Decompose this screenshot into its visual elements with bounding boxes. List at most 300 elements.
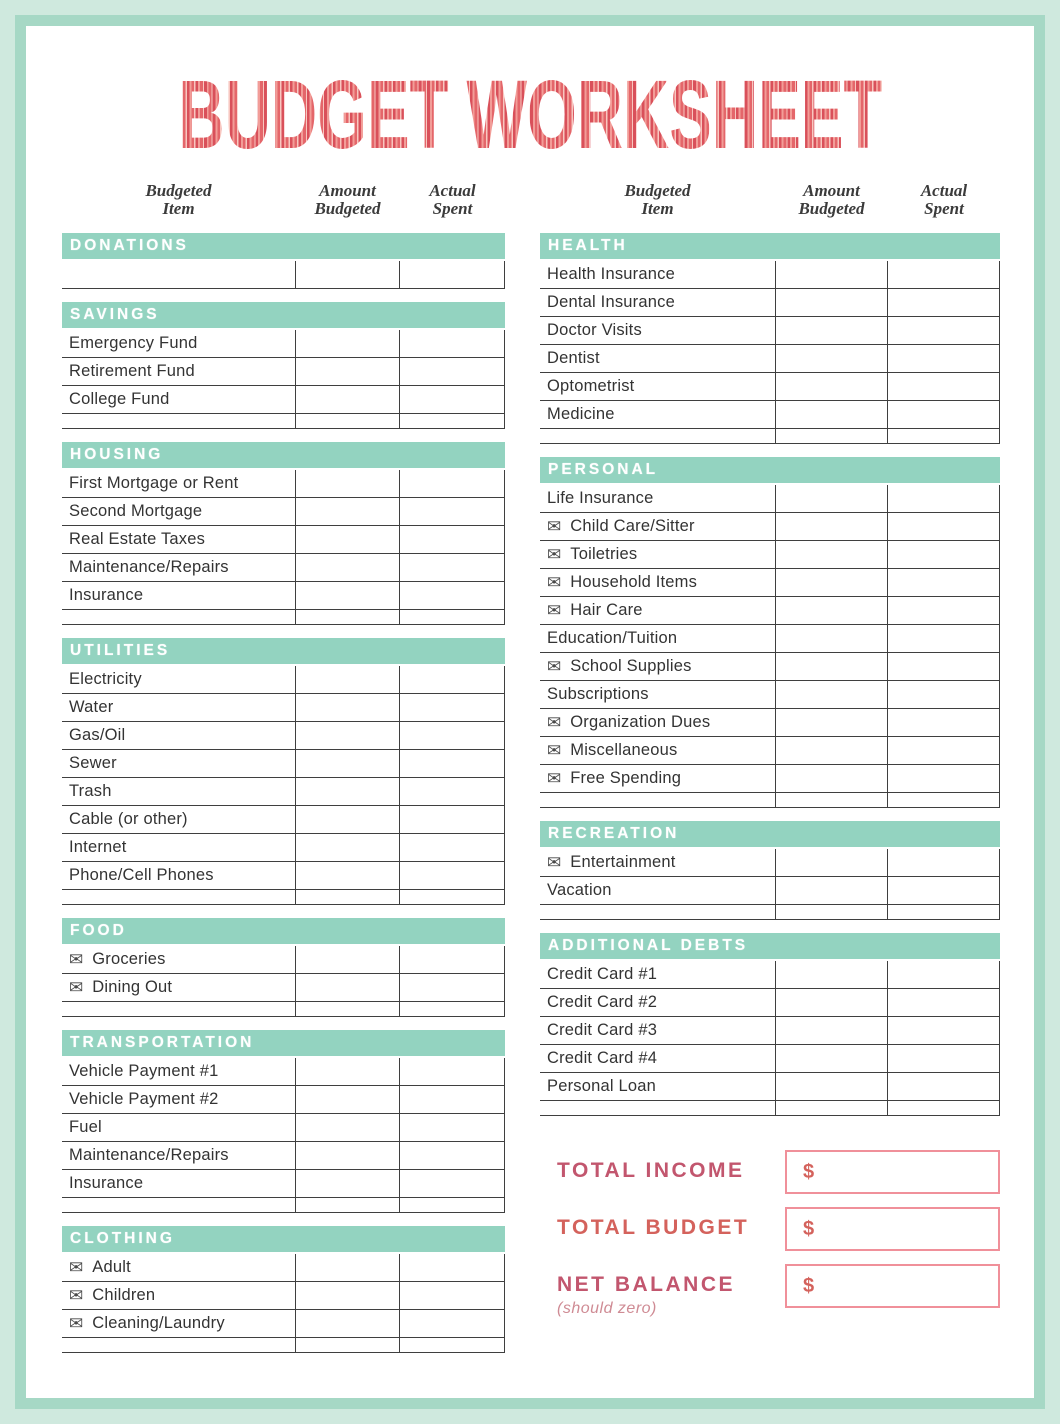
item-label: Personal Loan (547, 1077, 657, 1095)
left-budget-table (62, 233, 505, 1366)
actual-spent-cell (400, 1338, 505, 1352)
budgeted-item-cell (540, 569, 775, 596)
budgeted-item-cell (62, 261, 295, 288)
table-row (62, 1338, 505, 1353)
page-title (0, 56, 1060, 172)
amount-budgeted-cell (775, 317, 888, 344)
budgeted-item-cell (62, 834, 295, 861)
section-header-label: HOUSING (70, 446, 164, 463)
budgeted-item-cell (540, 681, 775, 708)
amount-budgeted-cell (775, 289, 888, 316)
budgeted-item-cell (540, 653, 775, 680)
budgeted-item-cell (62, 1114, 295, 1141)
amount-budgeted-cell (775, 345, 888, 372)
section-transportation (62, 1030, 505, 1213)
amount-budgeted-cell (775, 765, 888, 792)
section-additional-debts (540, 933, 1000, 1116)
budgeted-item-cell (62, 890, 295, 904)
actual-spent-cell (888, 429, 1000, 443)
table-row (62, 1002, 505, 1017)
actual-spent-cell (400, 554, 505, 581)
budgeted-item-cell (540, 849, 775, 876)
amount-budgeted-cell (775, 485, 888, 512)
amount-budgeted-cell (775, 653, 888, 680)
budgeted-item-cell (540, 709, 775, 736)
net-balance-box (785, 1264, 1000, 1308)
amount-budgeted-cell (775, 737, 888, 764)
table-row (62, 1086, 505, 1114)
budgeted-item-cell (540, 345, 775, 372)
table-row (62, 1114, 505, 1142)
table-row (540, 1045, 1000, 1073)
actual-spent-cell (888, 541, 1000, 568)
actual-spent-cell (400, 261, 505, 288)
section-personal (540, 457, 1000, 808)
item-label: Credit Card #1 (547, 965, 658, 983)
dollar-sign: $ (803, 1217, 815, 1240)
actual-spent-cell (888, 317, 1000, 344)
amount-budgeted-cell (775, 1017, 888, 1044)
actual-spent-cell (400, 1002, 505, 1016)
amount-budgeted-cell (295, 554, 400, 581)
section-savings (62, 302, 505, 429)
actual-spent-cell (400, 414, 505, 428)
item-label: Child Care/Sitter (570, 517, 695, 535)
actual-spent-cell (888, 373, 1000, 400)
item-label: Organization Dues (570, 713, 711, 731)
actual-spent-cell (888, 1101, 1000, 1115)
envelope-icon: ✉ (69, 978, 84, 997)
amount-budgeted-cell (295, 890, 400, 904)
section-header-label: DONATIONS (70, 237, 189, 254)
amount-budgeted-cell (775, 513, 888, 540)
budgeted-item-cell (62, 386, 295, 413)
section-header-label: FOOD (70, 922, 127, 939)
actual-spent-cell (888, 681, 1000, 708)
total-budget-box (785, 1207, 1000, 1251)
header-line: Item (162, 199, 195, 218)
budgeted-item-cell (540, 261, 775, 288)
table-row (540, 849, 1000, 877)
table-row (62, 974, 505, 1002)
budgeted-item-cell (62, 974, 295, 1001)
table-row (540, 345, 1000, 373)
actual-spent-cell (400, 750, 505, 777)
section-header-label: SAVINGS (70, 306, 160, 323)
actual-spent-cell (888, 401, 1000, 428)
table-row (62, 1198, 505, 1213)
table-row (62, 1310, 505, 1338)
item-label: Maintenance/Repairs (69, 558, 229, 576)
budgeted-item-cell (62, 694, 295, 721)
table-row (540, 737, 1000, 765)
actual-spent-cell (400, 498, 505, 525)
item-label: Maintenance/Repairs (69, 1146, 229, 1164)
item-label: Entertainment (570, 853, 676, 871)
actual-spent-cell (400, 722, 505, 749)
total-income-label-wrap (540, 1150, 745, 1183)
table-row (62, 261, 505, 289)
table-row (62, 694, 505, 722)
table-row (62, 358, 505, 386)
item-label: Vehicle Payment #1 (69, 1062, 219, 1080)
budgeted-item-cell (540, 541, 775, 568)
actual-spent-cell (888, 1045, 1000, 1072)
budgeted-item-cell (62, 722, 295, 749)
table-row (540, 709, 1000, 737)
actual-spent-cell (400, 974, 505, 1001)
actual-spent-cell (400, 1170, 505, 1197)
actual-spent-cell (888, 625, 1000, 652)
section-header-label: ADDITIONAL DEBTS (548, 937, 749, 954)
amount-budgeted-cell (775, 261, 888, 288)
budgeted-item-cell (62, 1086, 295, 1113)
total-budget-label-wrap (540, 1207, 749, 1240)
actual-spent-cell (400, 1114, 505, 1141)
section-header (62, 233, 505, 259)
amount-budgeted-cell (295, 1142, 400, 1169)
actual-spent-cell (888, 345, 1000, 372)
envelope-icon: ✉ (547, 573, 562, 592)
budgeted-item-cell (62, 806, 295, 833)
page-title-text: BUDGET WORKSHEET (177, 59, 883, 169)
actual-spent-cell (400, 1310, 505, 1337)
amount-budgeted-cell (295, 498, 400, 525)
actual-spent-cell (400, 1254, 505, 1281)
table-row (540, 877, 1000, 905)
actual-spent-cell (400, 330, 505, 357)
table-row (62, 1142, 505, 1170)
actual-spent-cell (888, 597, 1000, 624)
amount-budgeted-cell (295, 862, 400, 889)
section-header-label: UTILITIES (70, 642, 171, 659)
budgeted-item-cell (62, 1338, 295, 1352)
item-label: First Mortgage or Rent (69, 474, 239, 492)
budgeted-item-cell (62, 1002, 295, 1016)
table-row (62, 862, 505, 890)
amount-budgeted-cell (295, 778, 400, 805)
amount-budgeted-cell (295, 834, 400, 861)
item-label: Emergency Fund (69, 334, 198, 352)
amount-budgeted-cell (295, 261, 400, 288)
item-label: Gas/Oil (69, 726, 126, 744)
actual-spent-cell (400, 1142, 505, 1169)
item-label: Dental Insurance (547, 293, 675, 311)
budgeted-item-cell (62, 1198, 295, 1212)
actual-spent-cell (888, 1017, 1000, 1044)
amount-budgeted-cell (775, 793, 888, 807)
table-row (540, 401, 1000, 429)
header-line: Spent (432, 199, 473, 218)
total-budget-row (540, 1207, 1000, 1251)
actual-spent-cell (400, 358, 505, 385)
section-header (62, 918, 505, 944)
item-label: Cleaning/Laundry (92, 1314, 225, 1332)
budgeted-item-cell (62, 554, 295, 581)
section-header (540, 233, 1000, 259)
actual-spent-cell (400, 694, 505, 721)
table-row (62, 834, 505, 862)
envelope-icon: ✉ (547, 517, 562, 536)
column-header-amount-budgeted (295, 182, 400, 226)
net-balance-row (540, 1264, 1000, 1318)
table-row (62, 386, 505, 414)
amount-budgeted-cell (775, 877, 888, 904)
budgeted-item-cell (62, 1142, 295, 1169)
table-row (62, 526, 505, 554)
actual-spent-cell (888, 905, 1000, 919)
budgeted-item-cell (62, 610, 295, 624)
column-header-budgeted-item (540, 182, 775, 226)
item-label: Second Mortgage (69, 502, 203, 520)
budgeted-item-cell (540, 989, 775, 1016)
actual-spent-cell (400, 890, 505, 904)
item-label: Household Items (570, 573, 698, 591)
item-label: Phone/Cell Phones (69, 866, 214, 884)
table-row (540, 597, 1000, 625)
amount-budgeted-cell (295, 358, 400, 385)
actual-spent-cell (400, 1086, 505, 1113)
amount-budgeted-cell (295, 526, 400, 553)
budgeted-item-cell (62, 1170, 295, 1197)
budgeted-item-cell (62, 946, 295, 973)
amount-budgeted-cell (775, 1101, 888, 1115)
table-row (540, 289, 1000, 317)
item-label: Vehicle Payment #2 (69, 1090, 219, 1108)
right-column-headers (540, 182, 1000, 226)
section-header (540, 821, 1000, 847)
table-row (62, 414, 505, 429)
actual-spent-cell (400, 386, 505, 413)
actual-spent-cell (888, 961, 1000, 988)
actual-spent-cell (888, 877, 1000, 904)
section-utilities (62, 638, 505, 905)
actual-spent-cell (400, 1282, 505, 1309)
item-label: Credit Card #3 (547, 1021, 658, 1039)
budgeted-item-cell (540, 1045, 775, 1072)
item-label: Hair Care (570, 601, 643, 619)
amount-budgeted-cell (775, 681, 888, 708)
table-row (540, 961, 1000, 989)
dollar-sign: $ (803, 1160, 815, 1183)
budgeted-item-cell (540, 793, 775, 807)
section-recreation (540, 821, 1000, 920)
header-line: Budgeted (798, 199, 865, 218)
amount-budgeted-cell (295, 666, 400, 693)
budgeted-item-cell (540, 1017, 775, 1044)
envelope-icon: ✉ (547, 769, 562, 788)
actual-spent-cell (400, 582, 505, 609)
header-line: Actual (920, 181, 968, 200)
budgeted-item-cell (540, 485, 775, 512)
amount-budgeted-cell (295, 330, 400, 357)
envelope-icon: ✉ (69, 1258, 84, 1277)
column-header-budgeted-item (62, 182, 295, 226)
header-line: Item (641, 199, 674, 218)
column-header-amount-budgeted (775, 182, 888, 226)
actual-spent-cell (400, 1198, 505, 1212)
table-row (62, 750, 505, 778)
actual-spent-cell (888, 989, 1000, 1016)
budgeted-item-cell (62, 470, 295, 497)
header-line: Actual (429, 181, 476, 200)
amount-budgeted-cell (775, 1073, 888, 1100)
item-label: Credit Card #2 (547, 993, 658, 1011)
item-label: Toiletries (570, 545, 638, 563)
envelope-icon: ✉ (69, 950, 84, 969)
budgeted-item-cell (62, 778, 295, 805)
amount-budgeted-cell (775, 541, 888, 568)
section-housing (62, 442, 505, 625)
actual-spent-cell (888, 737, 1000, 764)
amount-budgeted-cell (295, 694, 400, 721)
table-row (540, 793, 1000, 808)
item-label: Free Spending (570, 769, 682, 787)
amount-budgeted-cell (775, 961, 888, 988)
amount-budgeted-cell (775, 429, 888, 443)
item-label: Groceries (92, 950, 166, 968)
totals-section (540, 1150, 1000, 1331)
header-line: Amount (319, 181, 376, 200)
actual-spent-cell (400, 666, 505, 693)
amount-budgeted-cell (295, 1058, 400, 1085)
table-row (540, 653, 1000, 681)
item-label: Insurance (69, 586, 144, 604)
item-label: Insurance (69, 1174, 144, 1192)
item-label: Life Insurance (547, 489, 654, 507)
budgeted-item-cell (540, 765, 775, 792)
budgeted-item-cell (62, 526, 295, 553)
budgeted-item-cell (540, 961, 775, 988)
envelope-icon: ✉ (547, 853, 562, 872)
net-balance-note: (should zero) (557, 1300, 657, 1317)
section-header (540, 933, 1000, 959)
item-label: School Supplies (570, 657, 692, 675)
table-row (62, 1254, 505, 1282)
actual-spent-cell (888, 513, 1000, 540)
amount-budgeted-cell (775, 569, 888, 596)
budgeted-item-cell (62, 1254, 295, 1281)
net-balance-label: NET BALANCE (557, 1273, 735, 1296)
budgeted-item-cell (540, 625, 775, 652)
budgeted-item-cell (62, 862, 295, 889)
envelope-icon: ✉ (69, 1314, 84, 1333)
table-row (540, 541, 1000, 569)
actual-spent-cell (888, 793, 1000, 807)
budgeted-item-cell (540, 401, 775, 428)
amount-budgeted-cell (295, 806, 400, 833)
budgeted-item-cell (540, 317, 775, 344)
right-budget-table (540, 233, 1000, 1129)
item-label: Electricity (69, 670, 142, 688)
budgeted-item-cell (62, 330, 295, 357)
table-row (540, 765, 1000, 793)
table-row (540, 429, 1000, 444)
actual-spent-cell (888, 289, 1000, 316)
table-row (62, 470, 505, 498)
amount-budgeted-cell (775, 905, 888, 919)
actual-spent-cell (888, 569, 1000, 596)
budgeted-item-cell (62, 414, 295, 428)
section-donations (62, 233, 505, 289)
budgeted-item-cell (62, 582, 295, 609)
actual-spent-cell (888, 485, 1000, 512)
item-label: Dentist (547, 349, 600, 367)
item-label: Doctor Visits (547, 321, 642, 339)
actual-spent-cell (888, 653, 1000, 680)
item-label: College Fund (69, 390, 170, 408)
budgeted-item-cell (62, 750, 295, 777)
table-row (540, 625, 1000, 653)
amount-budgeted-cell (295, 470, 400, 497)
item-label: Subscriptions (547, 685, 649, 703)
column-header-actual-spent (400, 182, 505, 226)
table-row (62, 666, 505, 694)
budgeted-item-cell (540, 373, 775, 400)
item-label: Retirement Fund (69, 362, 195, 380)
header-line: Budgeted (145, 181, 212, 200)
actual-spent-cell (888, 849, 1000, 876)
budgeted-item-cell (62, 358, 295, 385)
section-header (62, 302, 505, 328)
actual-spent-cell (888, 1073, 1000, 1100)
table-row (62, 554, 505, 582)
actual-spent-cell (888, 261, 1000, 288)
item-label: Water (69, 698, 114, 716)
amount-budgeted-cell (295, 1338, 400, 1352)
table-row (62, 778, 505, 806)
table-row (540, 317, 1000, 345)
table-row (62, 330, 505, 358)
actual-spent-cell (888, 765, 1000, 792)
left-column-headers (62, 182, 505, 226)
item-label: Health Insurance (547, 265, 675, 283)
table-row (540, 1101, 1000, 1116)
table-row (540, 1073, 1000, 1101)
budgeted-item-cell (540, 905, 775, 919)
item-label: Children (92, 1286, 156, 1304)
item-label: Optometrist (547, 377, 635, 395)
budgeted-item-cell (62, 1058, 295, 1085)
actual-spent-cell (400, 862, 505, 889)
amount-budgeted-cell (295, 974, 400, 1001)
table-row (62, 1170, 505, 1198)
item-label: Miscellaneous (570, 741, 678, 759)
actual-spent-cell (400, 778, 505, 805)
item-label: Internet (69, 838, 127, 856)
amount-budgeted-cell (295, 1086, 400, 1113)
budgeted-item-cell (540, 877, 775, 904)
total-budget-label: TOTAL BUDGET (557, 1216, 750, 1239)
amount-budgeted-cell (775, 989, 888, 1016)
amount-budgeted-cell (295, 1254, 400, 1281)
actual-spent-cell (888, 709, 1000, 736)
table-row (62, 498, 505, 526)
dollar-sign: $ (803, 1274, 815, 1297)
actual-spent-cell (400, 470, 505, 497)
amount-budgeted-cell (775, 709, 888, 736)
item-label: Trash (69, 782, 112, 800)
item-label: Fuel (69, 1118, 102, 1136)
actual-spent-cell (400, 526, 505, 553)
amount-budgeted-cell (295, 1002, 400, 1016)
amount-budgeted-cell (775, 373, 888, 400)
budgeted-item-cell (540, 429, 775, 443)
section-header-label: CLOTHING (70, 1230, 175, 1247)
budgeted-item-cell (540, 597, 775, 624)
section-food (62, 918, 505, 1017)
amount-budgeted-cell (295, 1114, 400, 1141)
